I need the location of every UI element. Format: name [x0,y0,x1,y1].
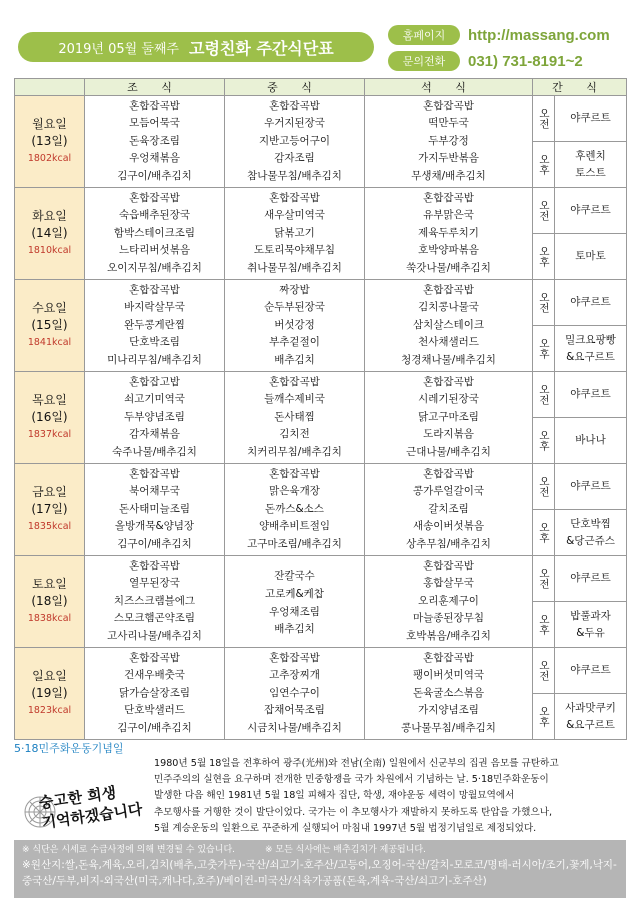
menu-item: 단호박조림 [129,336,180,349]
day-date: (15일) [31,318,68,332]
menu-item: 삼치살스테이크 [412,318,484,331]
day-cell [15,464,85,556]
menu-item: 시레기된장국 [418,393,479,406]
phone-label: 문의전화 [388,51,460,71]
menu-item: 돈사태찜 [274,410,315,423]
menu-item: 두부양념조림 [124,410,185,423]
am-label: 오전 [533,464,555,510]
memorial-line: 민주주의의 실현을 요구하며 전개한 민중항쟁을 국가 차원에서 기념하는 날. 5·18민주화운동이 [154,774,549,786]
menu-item: 시금치나물/배추김치 [247,721,342,734]
breakfast-cell [85,556,225,648]
header-dinner: 석 식 [365,79,533,96]
menu-item: 도토리묵야채무침 [253,244,336,257]
memorial-line: 5월 계승운동의 일환으로 꾸준하게 실행되어 마침내 1997년 5월 법정기념일로 제정되었다. [154,822,537,834]
snack-pm: 밥풀과자 &두유 [555,602,627,648]
snack-am: 야쿠르트 [555,188,627,234]
menu-item: 호박양파볶음 [418,244,479,257]
lunch-cell [225,648,365,740]
menu-item: 홍합살무국 [423,577,474,590]
menu-item: 치커리무침/배추김치 [247,445,342,458]
menu-item: 혼합잡곡밥 [129,559,180,572]
header [12,10,628,68]
contact-info [388,24,610,76]
pm-label: 오후 [533,326,555,372]
menu-item: 가지두반볶음 [418,152,479,165]
pm-label: 오후 [533,510,555,556]
day-name: 금요일 [32,485,67,499]
menu-item: 새우살미역국 [264,209,325,222]
day-cell [15,280,85,372]
menu-week-date: 2019년 05월 둘째주 [58,41,179,57]
am-label: 오전 [533,96,555,142]
memorial-calligraphy [22,760,144,838]
am-label: 오전 [533,648,555,694]
day-name: 토요일 [32,577,67,591]
day-date: (13일) [31,134,68,148]
snack-pm: 후렌치 토스트 [555,142,627,188]
menu-item: 호박볶음/배추김치 [406,629,491,642]
menu-item: 혼합잡곡밥 [423,283,474,296]
menu-item: 잔칼국수 [274,570,315,583]
homepage-label: 홈페이지 [388,25,460,45]
menu-item: 청경채나물/배추김치 [401,353,496,366]
menu-item: 김구이/배추김치 [117,721,192,734]
menu-item: 버섯강정 [274,318,315,331]
menu-item: 혼합잡고밥 [129,375,180,388]
snack-am: 야쿠르트 [555,556,627,602]
memorial-title: 5·18민주화운동기념일 [14,742,124,755]
menu-item: 바지락살무국 [124,301,185,314]
snack-am: 야쿠르트 [555,372,627,418]
snack-pm: 사과맛쿠키 &요구르트 [555,694,627,740]
footer [14,840,626,898]
menu-item: 오리훈제구이 [418,594,479,607]
menu-item: 스모크햄곤약조림 [113,612,196,625]
menu-item: 치즈스크램블에그 [113,594,196,607]
menu-item: 도라지볶음 [423,428,474,441]
menu-item: 함박스테이크조림 [113,226,196,239]
day-kcal: 1823kcal [27,705,72,716]
dinner-cell [365,464,533,556]
menu-item: 우엉채볶음 [129,152,180,165]
snack-am: 야쿠르트 [555,280,627,326]
snack-pm: 바나나 [555,418,627,464]
menu-item: 숙읍배추된장국 [118,209,190,222]
menu-item: 혼합잡곡밥 [423,559,474,572]
header-day-spacer [15,79,85,96]
menu-item: 취나물무침/배추김치 [247,261,342,274]
am-label: 오전 [533,188,555,234]
menu-item: 돈육장조림 [129,134,180,147]
snack-pm: 토마토 [555,234,627,280]
menu-item: 참나물무침/배추김치 [247,169,342,182]
header-lunch: 중 식 [225,79,365,96]
memorial-line: 추모행사를 거행한 것이 발단이었다. 국가는 이 추모행사가 재발하지 못하도록 탄압을 가했으나, [154,806,553,818]
dinner-cell [365,556,533,648]
dinner-cell [365,96,533,188]
pm-label: 오후 [533,142,555,188]
menu-item: 숙주나물/배추김치 [112,445,197,458]
menu-item: 혼합잡곡밥 [269,99,320,112]
menu-item: 닭볶고기 [274,226,315,239]
dinner-cell [365,648,533,740]
menu-item: 마늘종된장무침 [412,612,484,625]
pm-label: 오후 [533,694,555,740]
day-row [15,96,627,142]
menu-item: 쑥갓나물/배추김치 [406,261,491,274]
day-name: 화요일 [32,209,67,223]
menu-item: 고구마조림/배추김치 [247,537,342,550]
am-label: 오전 [533,280,555,326]
menu-item: 김치전 [279,428,310,441]
menu-item: 제육두루치기 [418,226,479,239]
day-date: (17일) [31,502,68,516]
menu-item: 건새우배춧국 [124,669,185,682]
day-date: (14일) [31,226,68,240]
menu-item: 두부강정 [428,134,469,147]
day-cell [15,648,85,740]
menu-item: 닭가슴살장조림 [118,686,190,699]
menu-item: 감자조림 [274,152,315,165]
menu-item: 혼합잡곡밥 [269,191,320,204]
day-cell [15,96,85,188]
day-row [15,648,627,694]
menu-item: 혼합잡곡밥 [269,467,320,480]
menu-item: 혼합잡곡밥 [129,467,180,480]
menu-item: 혼합잡곡밥 [269,651,320,664]
breakfast-cell [85,280,225,372]
phone-number: 031) 731-8191~2 [468,52,583,70]
weekly-menu-table [14,78,627,740]
footer-note-change: ※ 식단은 시세로 수급사정에 의해 변경될 수 있습니다. [22,845,236,855]
menu-item: 혼합잡곡밥 [269,375,320,388]
snack-pm: 밀크요팡빵 &요구르트 [555,326,627,372]
menu-item: 천사채샐러드 [418,336,479,349]
menu-item: 혼합잡곡밥 [129,651,180,664]
lunch-cell [225,464,365,556]
snack-am: 야쿠르트 [555,648,627,694]
snack-pm: 단호박찜 &당근쥬스 [555,510,627,556]
day-row [15,280,627,326]
menu-item: 북어채무국 [129,485,180,498]
day-cell [15,188,85,280]
menu-item: 들깨수제비국 [264,393,325,406]
breakfast-cell [85,96,225,188]
breakfast-cell [85,464,225,556]
day-row [15,464,627,510]
menu-item: 무생채/배추김치 [411,169,486,182]
calligraphy-text: 숭고한 희생 기억하겠습니다 [37,783,144,832]
menu-item: 지반고등어구이 [258,134,330,147]
day-name: 수요일 [32,301,67,315]
header-snack: 간 식 [533,79,627,96]
menu-item: 콩가루얼갈이국 [412,485,484,498]
day-kcal: 1802kcal [27,153,72,164]
lunch-cell [225,372,365,464]
dinner-cell [365,280,533,372]
menu-item: 혼합잡곡밥 [423,467,474,480]
menu-item: 쇠고기미역국 [124,393,185,406]
day-kcal: 1837kcal [27,429,72,440]
menu-item: 김치콩나물국 [418,301,479,314]
menu-item: 혼합잡곡밥 [129,99,180,112]
menu-item: 부추겉절이 [269,336,320,349]
menu-item: 배추김치 [274,623,315,636]
page-title: 고령친화 주간식단표 [189,38,334,58]
memorial-section [14,740,626,840]
menu-item: 고로케&케찹 [265,587,324,600]
day-date: (18일) [31,594,68,608]
day-kcal: 1838kcal [27,613,72,624]
breakfast-cell [85,188,225,280]
menu-item: 돈까스&소스 [265,502,324,515]
title-banner [18,32,374,62]
day-kcal: 1835kcal [27,521,72,532]
day-row [15,372,627,418]
lunch-cell [225,556,365,648]
snack-am: 야쿠르트 [555,464,627,510]
menu-item: 느타리버섯볶음 [118,244,190,257]
menu-item: 양배추비트절임 [258,520,330,533]
memorial-line: 1980년 5월 18일을 전후하여 광주(光州)와 전남(全南) 일원에서 신군부의 집권 음모를 규탄하고 [154,758,559,769]
menu-item: 김구이/배추김치 [117,537,192,550]
menu-item: 순두부된장국 [264,301,325,314]
breakfast-cell [85,372,225,464]
menu-item: 돈사태미늘조림 [118,502,190,515]
footer-note-kimchi: ※ 모든 식사에는 배추김치가 제공됩니다. [265,845,426,855]
menu-item: 갈치조림 [428,502,469,515]
dinner-cell [365,188,533,280]
menu-item: 떡만두국 [428,117,469,130]
pm-label: 오후 [533,602,555,648]
menu-item: 콩나물무침/배추김치 [401,721,496,734]
breakfast-cell [85,648,225,740]
lunch-cell [225,96,365,188]
menu-item: 돈육굴소스볶음 [412,686,484,699]
menu-item: 짜장밥 [279,283,310,296]
menu-item: 완두콩게란찜 [124,318,185,331]
am-label: 오전 [533,372,555,418]
menu-item: 단호박샐러드 [124,704,185,717]
dinner-cell [365,372,533,464]
am-label: 오전 [533,556,555,602]
menu-item: 올방개묵&양념장 [114,520,195,533]
origin-info: ※원산지:쌀,돈육,계육,오리,김치(배추,고춧가루)-국산/쇠고기-호주산/고등어,오징어-국산/갈치-모로코/명태-러시아/조기,꽃게,낙지-중국산/두부,비지-외국산(미국,캐나다,호주)/베이컨-미국산/식육가공품(돈육,계육-국산/쇠고기-호주산) [22,859,617,887]
day-kcal: 1841kcal [27,337,72,348]
menu-item: 모듬어묵국 [129,117,180,130]
day-name: 일요일 [32,669,67,683]
menu-item: 감자채볶음 [129,428,180,441]
menu-item: 맑은육개장 [269,485,320,498]
menu-item: 유부맑은국 [423,209,474,222]
day-name: 목요일 [32,393,67,407]
day-kcal: 1810kcal [27,245,72,256]
header-breakfast: 조 식 [85,79,225,96]
day-row [15,188,627,234]
menu-item: 우거지된장국 [264,117,325,130]
menu-item: 혼합잡곡밥 [129,283,180,296]
menu-item: 임연수구이 [269,686,320,699]
pm-label: 오후 [533,234,555,280]
menu-item: 김구이/배추김치 [117,169,192,182]
menu-item: 오이지무침/배추김치 [107,261,202,274]
memorial-line: 발생한 다음 해인 1981년 5월 18일 피해자 집단, 학생, 재야운동 세력이 망월묘역에서 [154,790,515,802]
day-name: 월요일 [32,117,67,131]
menu-item: 열무된장국 [129,577,180,590]
memorial-description [154,756,624,837]
day-row [15,556,627,602]
menu-item: 혼합잡곡밥 [423,651,474,664]
menu-item: 혼합잡곡밥 [423,99,474,112]
table-header-row [15,79,627,96]
menu-item: 미나리무침/배추김치 [107,353,202,366]
menu-item: 팽이버섯미역국 [412,669,484,682]
day-cell [15,372,85,464]
homepage-link[interactable]: http://massang.com [468,26,610,44]
menu-item: 새송이버섯볶음 [412,520,484,533]
menu-item: 고추장찌개 [269,669,320,682]
day-cell [15,556,85,648]
menu-item: 혼합잡곡밥 [129,191,180,204]
menu-item: 잡채어묵조림 [264,704,325,717]
menu-item: 가지양념조림 [418,704,479,717]
menu-item: 혼합잡곡밥 [423,375,474,388]
menu-item: 상추무침/배추김치 [406,537,491,550]
lunch-cell [225,188,365,280]
snack-am: 야쿠르트 [555,96,627,142]
pm-label: 오후 [533,418,555,464]
menu-item: 배추김치 [274,353,315,366]
menu-item: 우엉채조림 [269,605,320,618]
day-date: (19일) [31,686,68,700]
lunch-cell [225,280,365,372]
menu-item: 고사리나물/배추김치 [107,629,202,642]
menu-item: 근대나물/배추김치 [406,445,491,458]
menu-item: 혼합잡곡밥 [423,191,474,204]
day-date: (16일) [31,410,68,424]
menu-item: 닭고구마조림 [418,410,479,423]
